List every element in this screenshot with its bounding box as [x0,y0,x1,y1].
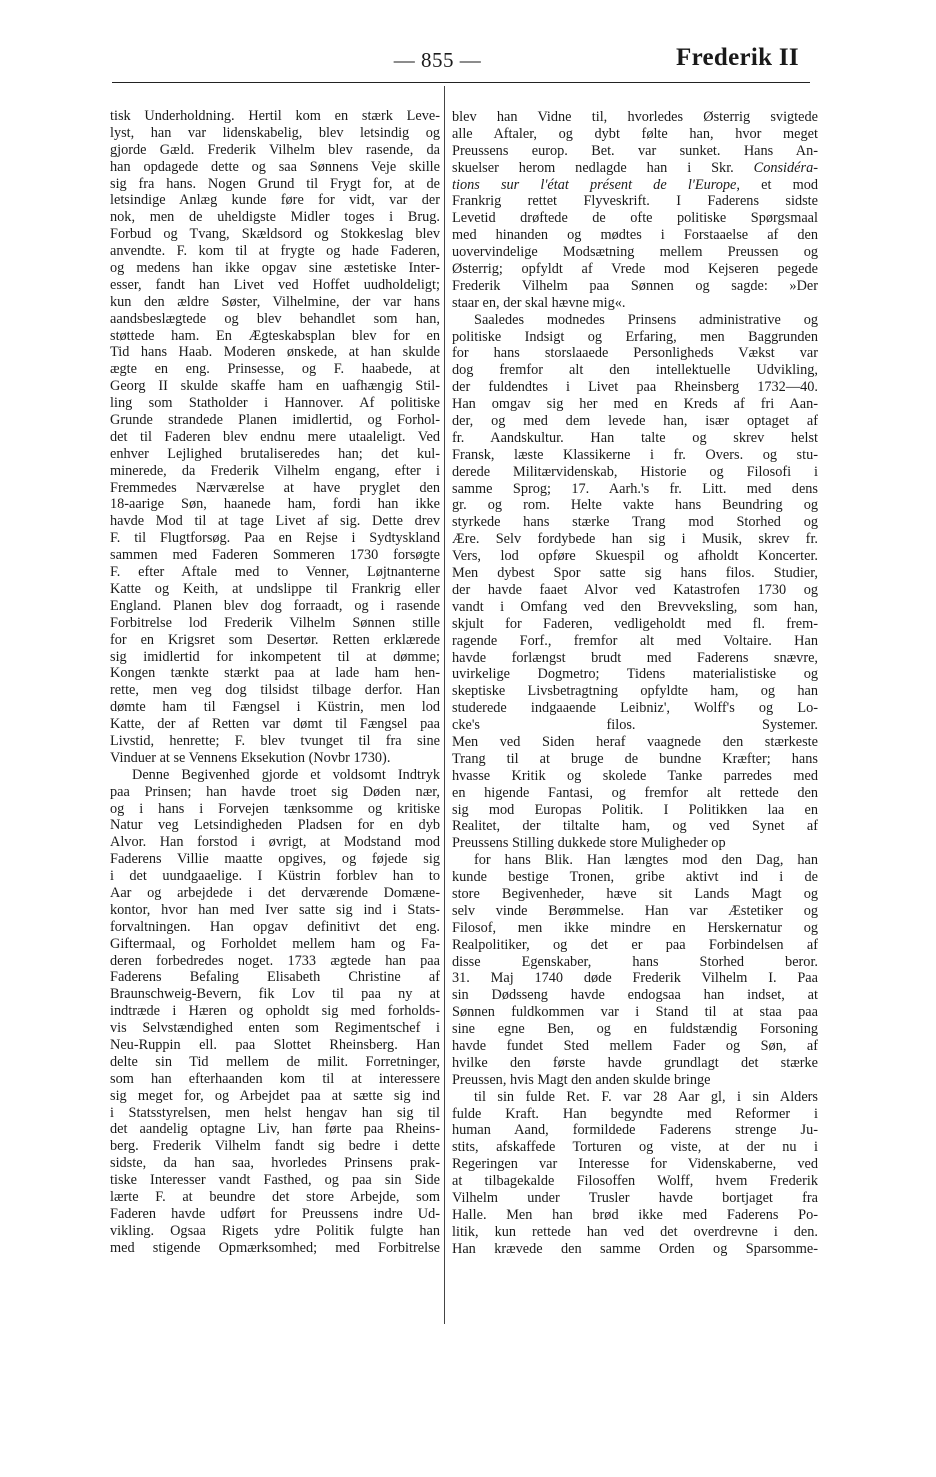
text-line: disse Egenskaber, hans Storhed beror. [452,953,818,970]
text-line: deren forbedredes noget. 1733 ægtede han paa [110,952,440,969]
right-column-rest [452,193,818,1257]
text-line: Trang til at bruge de bundne Kræfter; hans [452,750,818,767]
text-line: derede Militærvidenskab, Historie og Filosofi i [452,463,818,480]
text-line: letsindige Anlæg kunde føre for vidt, var der [110,192,440,209]
text-line: ægte en eng. Prinsesse, og F. haabede, at [110,361,440,378]
text-line: og medens han ikke opgav sine æstetiske Inter- [110,260,440,277]
text-line: skjult for Faderen, vedligeholdt med fl. frem- [452,615,818,632]
text-line: Ære. Selv fordybede han sig i Musik, skrev fr. [452,531,818,548]
text-line: Han omgav sig her med en Kreds af fri Aan- [452,396,818,413]
text-line: sig mod Europas Politik. I Politikken laa en [452,801,818,818]
text-line: aandsbeslægtede og blev behandlet som han, [110,310,440,327]
text-line: Regeringen var Interesse for Videnskaberne, ved [452,1156,818,1173]
text-line: Neu-Ruppin ell. paa Slottet Rheinsberg. Han [110,1036,440,1053]
text-line: Saaledes modnedes Prinsens administrative og [474,311,818,328]
text-line: dog fremfor alt den intellektuelle Udvikling, [452,362,818,379]
text-line [452,177,818,194]
text-line: Han krævede den samme Orden og Sparsomme- [452,1240,818,1257]
text-line: politiske Indsigt og Erfaring, men Baggrunden [452,328,818,345]
header-rule [112,82,810,83]
text-line: paa Prinsen; han havde troet sig Døden nær, [110,783,440,800]
text-line: styrkede hans stærke Trang mod Storhed og [452,514,818,531]
text-line: staar en, der skal hævne mig«. [452,294,626,311]
text-line: studerede indgaaende Leibniz', Wolff's og Lo- [452,700,818,717]
text-line: Frankrig rettet Flyveskrift. I Faderens sidste [452,193,818,210]
text-line: Livstid, henrette; F. blev tvunget til fra sine [110,732,440,749]
text-line: Kongen tænkte stærkt paa at lade ham hen- [110,665,440,682]
running-head: Frederik II [676,44,799,71]
text-line [452,160,818,177]
text-line: Realitet, der tiltalte ham, og ved Synet af [452,818,818,835]
text-line: Fremmedes Nærværelse at have pryglet den [110,479,440,496]
text-line: gr. og rom. Helte vakte hans Beundring og [452,497,818,514]
text-line: det aandelig optagne Liv, han førte paa Rheins- [110,1121,440,1138]
text-line: Realpolitiker, og det er paa Forbindelsen af [452,936,818,953]
text-line: Østerrig; opfyldt af Vrede mod Kejseren pegede [452,261,818,278]
text-line: skeptiske Livsbetragtning opfyldte ham, og han [452,683,818,700]
text-segment: skuelser herom nedlagde han i Skr. [452,159,734,176]
italic-title: Considéra- [753,159,818,176]
text-segment: et mod [761,176,818,193]
text-line: berg. Frederik Vilhelm fandt sig bedre i dette [110,1138,440,1155]
text-line: fulde Kraft. Han begyndte med Reformer i [452,1105,818,1122]
text-line: som han efterhaanden kom til at interessere [110,1070,440,1087]
text-line: indtræde i Hæren og opholdt sig med forholds- [110,1003,440,1020]
text-line: sammen med Faderen Sommeren 1730 forsøgte [110,547,440,564]
text-line: lyst, han var lidenskabelig, blev letsindig og [110,124,440,141]
text-line: Forbitrelse lod Frederik Vilhelm Sønnen stille [110,614,440,631]
text-line: i det uundgaaelige. I Küstrin forblev han to [110,868,440,885]
text-line: havde fundet Sted mellem Fader og Søn, af [452,1037,818,1054]
text-line: Braunschweig-Bevern, fik Lov til paa ny at [110,986,440,1003]
text-line: stits, afskaffede Torturen og viste, at der nu i [452,1139,818,1156]
text-line: dømte ham til Fængsel i Küstrin, men lod [110,699,440,716]
text-line: anvendte. F. kom til at frygte og hade Faderen, [110,243,440,260]
text-line: cke's filos. Systemer. [452,717,818,734]
text-line: Halle. Men han brød ikke med Faderens Po- [452,1206,818,1223]
column-divider [444,86,445,1324]
text-line: Faderens Villie maatte opgives, og føjede sig [110,851,440,868]
text-line: uovervindelige Modsætning mellem Preussen og [452,244,818,261]
text-line: minerede, da Frederik Vilhelm engang, efter i [110,462,440,479]
text-line: og i hans i Forvejen tænksomme og kritiske [110,800,440,817]
text-line: havde Mod til at tage Livet af sig. Dette drev [110,513,440,530]
text-line: Vinduer at se Vennens Eksekution (Novbr 1730). [110,749,391,766]
text-line: Aar og arbejdede i det derværende Domæne- [110,884,440,901]
text-line: der, og med dem levede han, især optaget af [452,413,818,430]
text-line: Vilhelm under Trusler havde bortjaget fra [452,1190,818,1206]
text-line: sidste, da han saa, hvorledes Prinsens prak- [110,1155,440,1172]
text-line: alle Aftaler, og dybt følte han, hvor meget [452,125,818,142]
text-line: Vers, lod opføre Skuespil og afholdt Koncerter. [452,548,818,565]
text-line: Preussen, hvis Magt den anden skulde bringe [452,1071,711,1088]
text-line: human Aand, formildede Faderens strenge Ju- [452,1122,818,1139]
text-line: hvilke den første havde grundlagt det stærke [452,1054,818,1071]
text-line: til sin fulde Ret. F. var 28 Aar gl, i sin Alders [474,1088,818,1105]
text-line: en higende Fantasi, og fremfor alt rettede den [452,784,818,801]
text-line: sig imidlertid for inkompetent til at dømme; [110,648,440,665]
text-line: F. til Flugtforsøg. Paa en Rejse i Sydtyskland [110,530,440,547]
text-line: sig meget for, og Arbejdet paa at sætte sig ind [110,1087,440,1104]
text-line: kun den ældre Søster, Vilhelmine, der var hans [110,293,440,310]
text-line: Levetid drøftede de ofte politiske Spørgsmaal [452,210,818,227]
text-line: Grunde strandede Planen imidlertid, og Forhol- [110,412,440,429]
text-line: vandt i Omfang ved den Brevveksling, som han, [452,598,818,615]
italic-title: tions sur l'état présent de l'Europe, [452,176,740,193]
text-line: ling som Statholder i Hannover. Af politiske [110,395,440,412]
text-line: esser, fandt han Livet ved Hoffet uudholdeligt; [110,276,440,293]
text-line: Faderens Befaling Elisabeth Christine af [110,969,440,986]
text-line: F. efter Aftale med to Venner, Løjtnanterne [110,564,440,581]
text-line: kunde bestige Tronen, gribe aktivt ind i de [452,869,818,886]
text-line: enhver Lejlighed brutaliseredes han; det kul- [110,445,440,462]
text-line: nok, men de uheldigste Midler toges i Brug. [110,209,440,226]
text-line: lærte F. at beundre det store Arbejde, som [110,1189,440,1205]
page-number: — 855 — [393,48,482,72]
text-line: tiske Interesser vandt Fasthed, og paa sin Side [110,1172,440,1189]
text-line: Forbud og Tvang, Skældsord og Stokkeslag blev [110,226,440,243]
text-line: gjorde Gæld. Frederik Vilhelm blev rasende, da [110,141,440,158]
text-line: Georg II skulde skaffe ham en uafhængig Stil- [110,378,440,395]
text-line: med stigende Opmærksomhed; med Forbitrelse [110,1239,440,1256]
text-line: for hans Blik. Han længtes mod den Dag, han [474,852,818,869]
text-line: ragende Forf., fremfor alt med Voltaire. Han [452,632,818,649]
text-line: Men ved Siden heraf vaagnede den stærkeste [452,733,818,750]
text-line: sin Dødsseng havde endogsaa han indset, at [452,987,818,1004]
text-line: tisk Underholdning. Hertil kom en stærk Leve- [110,108,440,124]
text-line: Giftermaal, og Forholdet mellem ham og Fa- [110,935,440,952]
text-line: Sønnen fuldkommen var i Stand til at staa paa [452,1004,818,1021]
text-line: Tid hans Haab. Moderen ønskede, at han skulde [110,344,440,361]
right-column [452,109,818,1258]
text-line: England. Planen blev dog forraadt, og i rasende [110,597,440,614]
text-line: det til Faderen blev endnu mere utaaleligt. Ved [110,428,440,445]
text-line: Denne Begivenhed gjorde et voldsomt Indtryk [132,766,440,783]
text-line: samme Sprog; 17. Aarh.'s fr. Litt. med dens [452,480,818,497]
text-line: han opdagede dette og saa Sønnens Veje skille [110,158,440,175]
text-line: der havde faaet Alvor ved Katastrofen 1730 og [452,581,818,598]
left-column [110,108,440,1257]
text-line: havde forlængst brudt med Faderens snævre, [452,649,818,666]
text-line: vis Selvstændighed enten som Regimentschef i [110,1020,440,1037]
text-line: Fransk, læste Klassikerne i fr. Overs. og stu- [452,446,818,463]
text-line: Katte, der af Retten var dømt til Fængsel paa [110,716,440,733]
text-line: Natur veg Letsindigheden Pladsen for en dyb [110,817,440,834]
text-line: Preussens Stilling dukkede store Muligheder op [452,835,726,852]
text-line: sine egne Ben, og en fuldstændig Forsoning [452,1021,818,1038]
text-line: hvasse Kritik og skolede Tanke parredes med [452,767,818,784]
text-line: store Begivenheder, hæve sit Lands Magt og [452,885,818,902]
text-line: Katte og Keith, at undslippe til Frankrig eller [110,580,440,597]
text-line: uvirkelige Dogmetro; Tidens materialistiske og [452,666,818,683]
text-line: Preussens europ. Bet. var sunket. Hans An- [452,142,818,159]
text-line: selv vinde Berømmelse. Han var Æstetiker og [452,902,818,919]
text-line: Filosof, men ikke mindre en Herskernatur og [452,919,818,936]
text-line: rette, men veg dog tilsidst tilbage derfor. Han [110,682,440,699]
text-line: for en Krigsret som Desertør. Retten erklærede [110,631,440,648]
text-line: sig fra hans. Nogen Grund til Frygt for, at de [110,175,440,192]
text-line: blev han Vidne til, hvorledes Østerrig svigtede [452,109,818,125]
text-line: Alvor. Han forstod i øvrigt, at Modstand mod [110,834,440,851]
text-line: litik, kun rettede han ved det overdrevne i den. [452,1223,818,1240]
text-line: at tilbagekalde Filosoffen Wolff, hvem Frederik [452,1173,818,1190]
text-line: vikling. Ogsaa Rigets ydre Politik fulgte han [110,1222,440,1239]
text-line: i Statsstyrelsen, men helst hengav han sig til [110,1104,440,1121]
text-line: Frederik Vilhelm paa Sønnen og sagde: »Der [452,277,818,294]
text-line: fr. Aandskultur. Han talte og skrev helst [452,429,818,446]
text-line: kontor, hvor han med Iver satte sig ind i Stats- [110,901,440,918]
text-line: Faderen havde udført for Preussens indre Ud- [110,1205,440,1222]
text-line: med hinanden og mødtes i Forstaaelse af den [452,227,818,244]
text-line: Men dybest Spor satte sig hans filos. Studier, [452,565,818,582]
text-line: der fuldendtes i Livet paa Rheinsberg 1732—40. [452,379,818,396]
text-line: for hans storslaaede Personligheds Vækst var [452,345,818,362]
text-line: delte sin Tid mellem de milit. Forretninger, [110,1053,440,1070]
text-line: 31. Maj 1740 døde Frederik Vilhelm I. Paa [452,970,818,987]
text-line: støttede ham. En Ægteskabsplan blev for en [110,327,440,344]
text-line: 18-aarige Søn, haanede ham, fordi han ikke [110,496,440,513]
text-line: forvaltningen. Han opgav definitivt det eng. [110,918,440,935]
